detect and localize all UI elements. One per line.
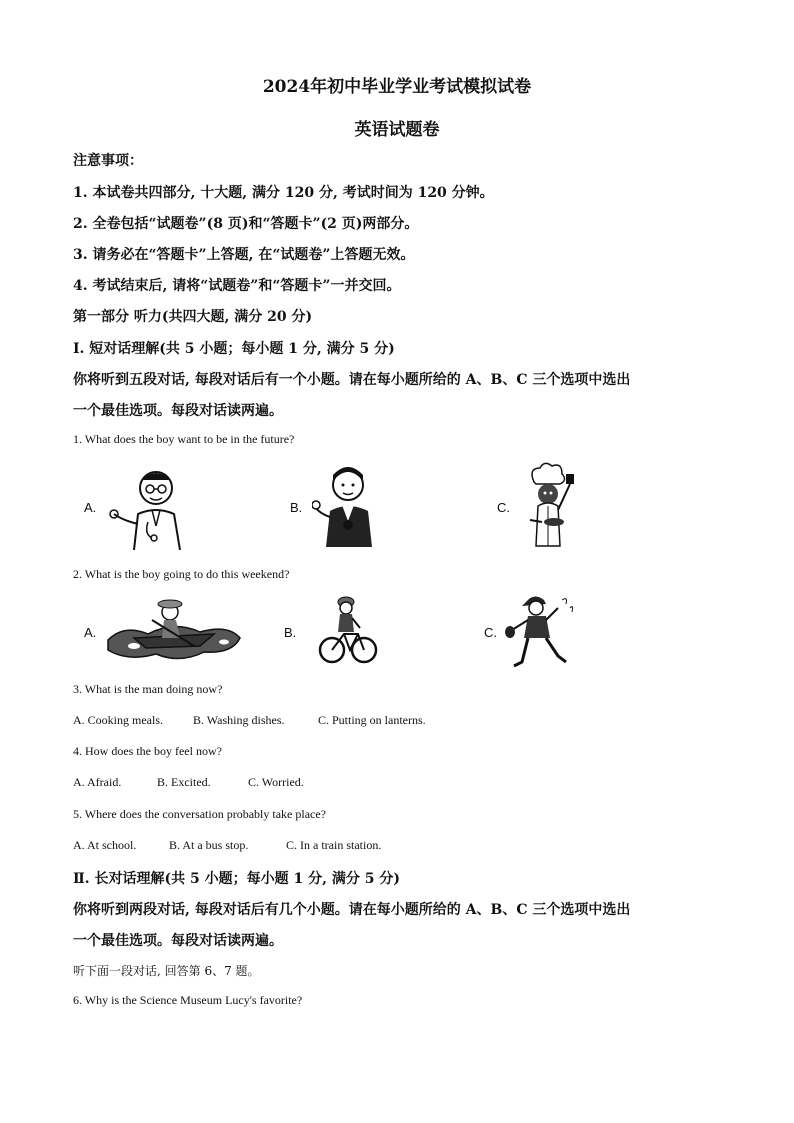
section-instruction: 你将听到五段对话, 每段对话后有一个小题。请在每小题所给的 A、B、C 三个选项中选出	[73, 372, 631, 388]
notice-heading: 注意事项：	[73, 153, 143, 169]
notice-item: 1. 本试卷共四部分, 十大题, 满分 120 分, 考试时间为 120 分钟。	[73, 185, 494, 201]
boating-picture-icon	[104, 590, 244, 666]
option-a: A. At school.	[73, 838, 137, 852]
option-label: A.	[84, 625, 97, 640]
section-instruction: 一个最佳选项。每段对话读两遍。	[73, 403, 283, 419]
option-label: A.	[84, 500, 97, 515]
option-b: B. At a bus stop.	[169, 838, 249, 852]
host-picture-icon	[312, 463, 376, 549]
page-subtitle: 英语试题卷	[354, 120, 440, 140]
option-b: B. Excited.	[157, 775, 211, 789]
option-c: C. Putting on lanterns.	[318, 713, 426, 727]
section-heading: I. 短对话理解(共 5 小题；每小题 1 分, 满分 5 分)	[73, 341, 395, 357]
question-text: 5. Where does the conversation probably take place?	[73, 807, 327, 821]
option-a: A. Afraid.	[73, 775, 122, 789]
doctor-picture-icon	[108, 462, 186, 552]
section-heading: Ⅱ. 长对话理解(共 5 小题；每小题 1 分, 满分 5 分)	[73, 871, 401, 887]
option-label: C.	[484, 625, 497, 640]
notice-item: 4. 考试结束后, 请将“试题卷”和“答题卡”一并交回。	[73, 278, 401, 294]
option-a: A. Cooking meals.	[73, 713, 163, 727]
page-title: 2024年初中毕业学业考试模拟试卷	[262, 77, 532, 97]
option-label: C.	[497, 500, 510, 515]
section-instruction: 你将听到两段对话, 每段对话后有几个小题。请在每小题所给的 A、B、C 三个选项中选出	[73, 902, 631, 918]
option-label: B.	[290, 500, 303, 515]
question-text: 1. What does the boy want to be in the future?	[73, 432, 295, 446]
baseball-picture-icon	[500, 590, 580, 670]
part-heading: 第一部分 听力(共四大题, 满分 20 分)	[73, 309, 313, 325]
option-b: B. Washing dishes.	[193, 713, 285, 727]
option-label: B.	[284, 625, 297, 640]
notice-item: 3. 请务必在“答题卡”上答题, 在“试题卷”上答题无效。	[73, 247, 415, 263]
question-text: 3. What is the man doing now?	[73, 682, 223, 696]
cycling-picture-icon	[318, 594, 378, 668]
notice-item: 2. 全卷包括“试题卷”(8 页)和“答题卡”(2 页)两部分。	[73, 216, 419, 232]
question-text: 4. How does the boy feel now?	[73, 744, 222, 758]
question-text: 6. Why is the Science Museum Lucy's favorite?	[73, 993, 303, 1007]
option-c: C. In a train station.	[286, 838, 382, 852]
section-instruction: 一个最佳选项。每段对话读两遍。	[73, 933, 283, 949]
chef-picture-icon	[520, 460, 576, 552]
question-text: 2. What is the boy going to do this weekend?	[73, 567, 290, 581]
option-c: C. Worried.	[248, 775, 304, 789]
dialogue-prompt: 听下面一段对话, 回答第 6、7 题。	[73, 964, 260, 978]
